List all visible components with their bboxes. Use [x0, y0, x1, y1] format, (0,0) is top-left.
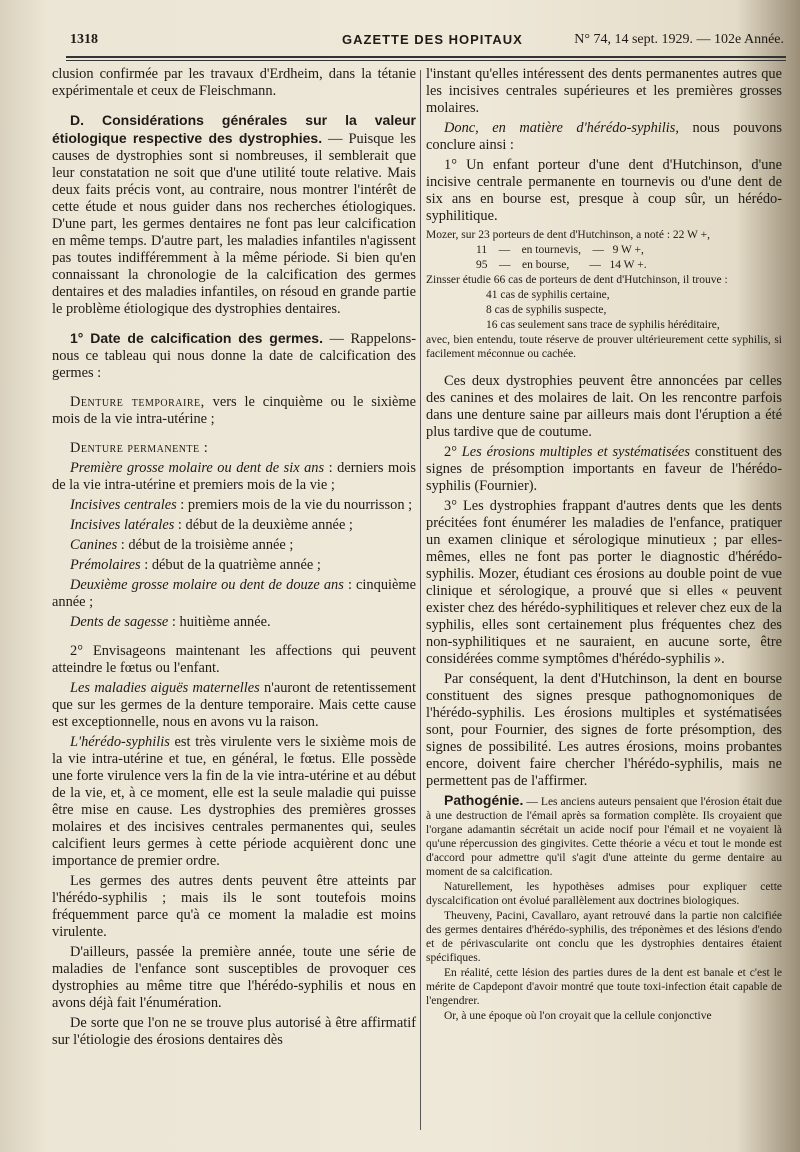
paragraph: Les maladies aiguës maternelles n'auront de retentissement que sur les germes de la denture temporaire. Mais cette cause est exceptionnelle, nous en avons vu la raison.	[52, 680, 416, 730]
paragraph: Ces deux dystrophies peuvent être annoncées par celles des canines et des molaires de lait. On les rencontre parfois dans une denture saine par ailleurs mais dont l'éruption a été plus tardive que de coutume.	[426, 373, 782, 440]
paragraph: Or, à une époque où l'on croyait que la cellule conjonctive	[444, 1010, 712, 1022]
paragraph: De sorte que l'on ne se trouve plus autorisé à être affirmatif sur l'étiologie des érosions dentaires dès	[52, 1015, 416, 1048]
paragraph: clusion confirmée par les travaux d'Erdheim, dans la tétanie expérimentale et ceux de Fleischmann.	[52, 66, 416, 99]
header-rule-thin	[66, 60, 786, 61]
term-label: Denture permanente :	[70, 440, 209, 456]
list-item: Première grosse molaire ou dent de six ans : derniers mois de la vie intra-utérine et premiers mois de la vie ;	[52, 460, 416, 493]
pathogenie-block	[426, 793, 782, 1023]
section-heading: 1° Date de calcification des germes.	[70, 330, 323, 346]
paragraph: En réalité, cette lésion des parties dures de la dent est banale et c'est le mérite de Capdepont d'avoir montré que toute toxi-infection était capable de l'engendrer.	[426, 967, 782, 1007]
paragraph: Theuveny, Pacini, Cavallaro, ayant retrouvé dans la partie non calcifiée des germes dentaires d'hérédo-syphilis, des tréponèmes et des lésions d'endo et de périvascularite ont conclu que les dystrophies dentaires étaient spécifiques.	[426, 910, 782, 964]
paragraph: 1° Date de calcification des germes. — Rappelons-nous ce tableau qui nous donne la date de calcification des germes :	[52, 330, 416, 381]
note-line: 8 cas de syphilis suspecte,	[486, 304, 607, 316]
term-label: Denture temporaire,	[70, 394, 205, 410]
section-heading: D. Considérations générales sur la valeur étiologique respective des dystrophies.	[52, 112, 416, 146]
paragraph: L'hérédo-syphilis est très virulente vers le sixième mois de la vie intra-utérine et tue, en général, le fœtus. Elle possède une forte virulence vers la fin de la vie intra-utérine et au début de la vie, et, à ce moment, elle est la seule maladie qui puisse être mise en cause. Les dystrophies des premières grosses molaires et des incisives centrales permanentes qui, seules calcifient leurs germes à cette période acquièrent donc une importance de premier ordre.	[52, 734, 416, 869]
paragraph: Denture temporaire, vers le cinquième ou le sixième mois de la vie intra-utérine ;	[52, 394, 417, 427]
right-column	[426, 66, 782, 1024]
issue-info: N° 74, 14 sept. 1929. — 102e Année.	[574, 32, 784, 47]
note-line: 16 cas seulement sans trace de syphilis héréditaire,	[486, 319, 720, 331]
footnote-block	[426, 228, 782, 361]
list-item: Dents de sagesse : huitième année.	[70, 614, 271, 630]
section-heading: Pathogénie.	[444, 792, 524, 808]
list-item: Canines : début de la troisième année ;	[70, 537, 294, 553]
paragraph: 2° Les érosions multiples et systématisées constituent des signes de présomption importants en faveur de l'hérédo-syphilis (Fournier).	[426, 444, 782, 494]
paragraph: Pathogénie. — Les anciens auteurs pensaient que l'érosion était due à une destruction de l'émail après sa formation complète. Ils croyaient que l'organe adamantin sécrétait un acide nocif pour l'émail et ne voyaient là qu'une répercussion des gingivites. Cette théorie a vécu et tout le monde est d'accord pour admettre qu'il s'agit d'une atteinte du germe dentaire au moment de sa calcification.	[426, 792, 782, 878]
journal-title: GAZETTE DES HOPITAUX	[342, 32, 523, 47]
list-item: Incisives centrales : premiers mois de la vie du nourrisson ;	[70, 497, 413, 513]
paragraph: 2° Envisageons maintenant les affections qui peuvent atteindre le fœtus ou l'enfant.	[52, 643, 416, 676]
list-item: Incisives latérales : début de la deuxième année ;	[70, 517, 353, 533]
paragraph: 1° Un enfant porteur d'une dent d'Hutchinson, d'une incisive centrale permanente en tournevis ou d'une dent de six ans en bourse est, presque à coup sûr, un hérédo-syphilitique.	[426, 157, 782, 224]
column-divider	[420, 70, 421, 1130]
note-line: Zinsser étudie 66 cas de porteurs de dent d'Hutchinson, il trouve :	[426, 274, 728, 286]
note-line: avec, bien entendu, toute réserve de prouver ultérieurement cette syphilis, si facilement méconnue ou cachée.	[426, 334, 782, 360]
list-item: Deuxième grosse molaire ou dent de douze ans : cinquième année ;	[52, 577, 416, 610]
page-header	[70, 26, 784, 54]
paragraph: Naturellement, les hypothèses admises pour expliquer cette dyscalcification ont évolué parallèlement aux doctrines biologiques.	[426, 881, 782, 907]
left-column	[52, 66, 416, 1052]
paragraph: D. Considérations générales sur la valeur étiologique respective des dystrophies. — Puisque les causes de dystrophies sont si nombreuses, il semblerait que leur constatation ne soit que d'une utilité toute relative. Mais deux faits précis vont, au contraire, nous montrer l'intérêt de cette étude et nous guider dans nos recherches étiologiques. D'une part, les germes dentaires ne font pas leur calcification en même temps. D'autre part, les maladies infantiles n'agissent pas toutes indifféremment à la même période. Si bien qu'en connaissant la chronologie de la calcification des germes dentaires et des maladies infantiles, on résoud en grande partie le problème étiologique des dystrophies dentaires.	[52, 112, 416, 317]
paragraph	[52, 440, 416, 457]
list-item: Prémolaires : début de la quatrième année ;	[70, 557, 321, 573]
page-number: 1318	[70, 32, 98, 47]
paragraph: Par conséquent, la dent d'Hutchinson, la dent en bourse constituent des signes presque pathognomoniques de l'hérédo-syphilis. Les érosions multiples et systématisées sont, pour Fournier, des signes de forte présomption, des signes de possibilité. Les autres érosions, moins probantes encore, doivent faire chercher l'hérédo-syphilis, mais ne permettent pas de l'affirmer.	[426, 671, 782, 789]
paragraph: Les germes des autres dents peuvent être atteints par l'hérédo-syphilis ; mais ils le sont toutefois moins fréquemment parce qu'à ce moment la maladie est moins virulente.	[52, 873, 416, 940]
note-line: 11 — en tournevis, — 9 W +,	[476, 244, 644, 256]
paragraph: l'instant qu'elles intéressent des dents permanentes autres que les incisives centrales supérieures et les premières grosses molaires.	[426, 66, 782, 116]
note-line: 95 — en bourse, — 14 W +.	[476, 259, 647, 271]
note-line: Mozer, sur 23 porteurs de dent d'Hutchinson, a noté : 22 W +,	[426, 229, 710, 241]
paragraph: D'ailleurs, passée la première année, toute une série de maladies de l'enfance sont susceptibles de provoquer ces dystrophies au même titre que l'hérédo-syphilis et nous en avons déjà fait l'énumération.	[52, 944, 416, 1011]
header-rule	[66, 56, 786, 58]
paragraph: Donc, en matière d'hérédo-syphilis, nous pouvons conclure ainsi :	[426, 120, 782, 153]
note-line: 41 cas de syphilis certaine,	[486, 289, 610, 301]
paragraph: 3° Les dystrophies frappant d'autres dents que les dents précitées font énumérer les maladies de l'enfance, pratiquer un examen clinique et sérologique minutieux ; par elles-mêmes, elles ne font pas porter le diagnostic d'hérédo-syphilis. Mozer, étudiant ces érosions au double point de vue clinique et sérologique, a prouvé que si elles « peuvent exister chez des hérédo-syphilitiques et relever chez eux de la syphilis, elles sont certainement plus fréquentes chez des non-syphilitiques et ne sauraient, en aucune sorte, être considérées comme symptômes d'hérédo-syphilis ».	[426, 498, 782, 667]
